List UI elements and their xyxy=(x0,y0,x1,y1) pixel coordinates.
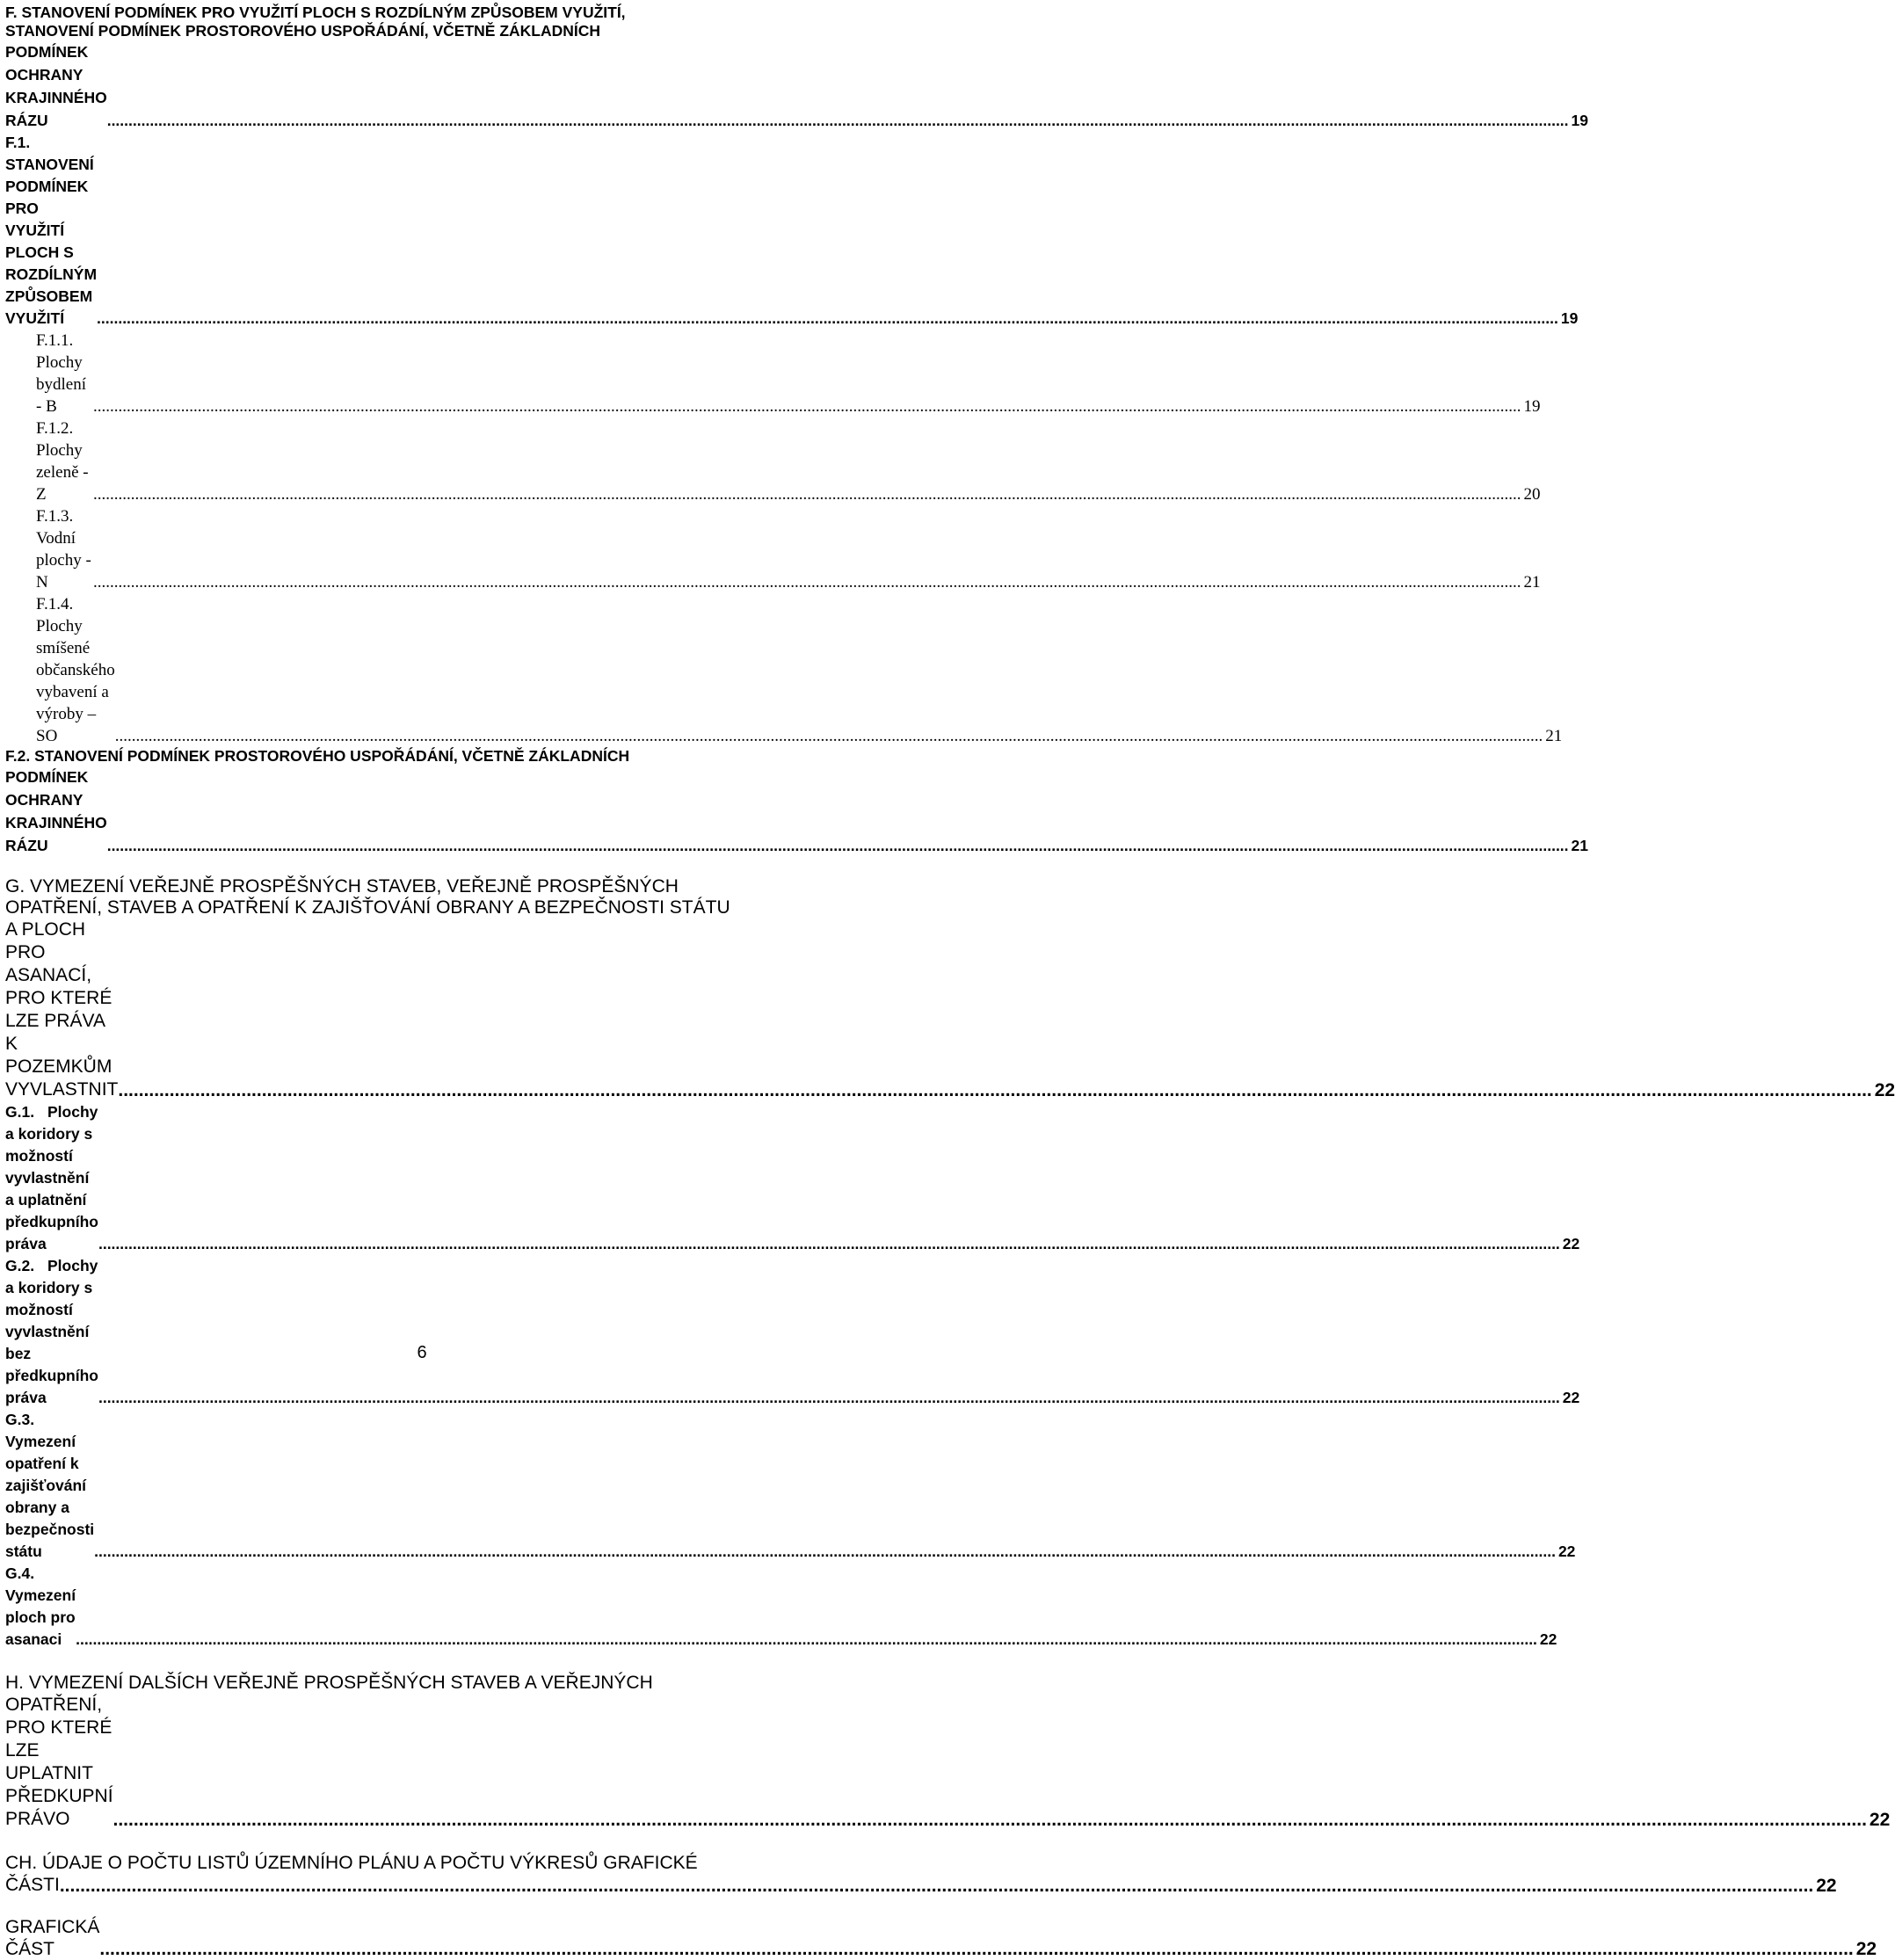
toc-ch-line2: ČÁSTI xyxy=(5,1875,60,1895)
toc-h-line2: OPATŘENÍ, PRO KTERÉ LZE UPLATNIT PŘEDKUPNÍ PRÁVO xyxy=(5,1695,113,1829)
toc-f11-page: 19 xyxy=(1523,397,1541,416)
toc-f12-num: F.1.2. xyxy=(36,419,74,438)
toc-f2-line2: PODMÍNEK OCHRANY KRAJINNÉHO RÁZU xyxy=(5,768,107,854)
toc-gr-page: 22 xyxy=(1855,1939,1877,1959)
leader-dots xyxy=(115,725,1543,747)
leader-dots xyxy=(97,308,1558,330)
leader-dots xyxy=(107,110,1569,132)
leader-dots xyxy=(98,1387,1560,1409)
toc-g-line1: G. VYMEZENÍ VEŘEJNĚ PROSPĚŠNÝCH STAVEB, VEŘEJNĚ PROSPĚŠNÝCH xyxy=(5,876,679,897)
toc-h-line1: H. VYMEZENÍ DALŠÍCH VEŘEJNĚ PROSPĚŠNÝCH STAVEB A VEŘEJNÝCH xyxy=(5,1673,653,1693)
toc-f1-page: 19 xyxy=(1560,309,1579,327)
leader-dots xyxy=(76,1629,1537,1651)
toc-g3-num: G.3. xyxy=(5,1411,35,1428)
toc-g4-label: Vymezení ploch pro asanaci xyxy=(5,1586,76,1648)
leader-dots xyxy=(107,835,1569,857)
toc-ch-page: 22 xyxy=(1816,1876,1837,1896)
toc-f12-label: Plochy zeleně - Z xyxy=(36,441,89,504)
leader-dots xyxy=(93,571,1521,593)
toc-entry-f13[interactable] xyxy=(5,505,1541,593)
toc-f13-num: F.1.3. xyxy=(36,507,74,526)
toc-g3-page: 22 xyxy=(1557,1543,1576,1560)
leader-dots xyxy=(94,1541,1556,1563)
toc-f11-num: F.1.1. xyxy=(36,331,74,350)
toc-f2-line1: F.2. STANOVENÍ PODMÍNEK PROSTOROVÉHO USPOŘÁDÁNÍ, VČETNĚ ZÁKLADNÍCH xyxy=(5,747,630,765)
toc-entry-f12[interactable] xyxy=(5,417,1541,505)
toc-entry-g4[interactable] xyxy=(5,1563,1557,1651)
toc-f14-page: 21 xyxy=(1545,727,1563,745)
toc-entry-f11[interactable] xyxy=(5,330,1541,417)
leader-dots xyxy=(99,1938,1853,1960)
toc-g3-label: Vymezení opatření k zajišťování obrany a bezpečnosti státu xyxy=(5,1433,95,1560)
leader-dots xyxy=(93,396,1521,417)
toc-entry-g1[interactable] xyxy=(5,1101,1580,1255)
toc-g2-page: 22 xyxy=(1562,1389,1580,1406)
toc-f11-label: Plochy bydlení - B xyxy=(36,353,86,416)
leader-dots xyxy=(60,1875,1813,1897)
toc-f14-label: Plochy smíšené občanského vybavení a výroby – SO xyxy=(36,617,115,745)
toc-entry-g2[interactable] xyxy=(5,1255,1580,1409)
toc-g-line2: OPATŘENÍ, STAVEB A OPATŘENÍ K ZAJIŠŤOVÁNÍ OBRANY A BEZPEČNOSTI STÁTU xyxy=(5,897,730,918)
toc-entry-graficka-cast[interactable] xyxy=(5,1916,1877,1960)
toc-f1-label: F.1. STANOVENÍ PODMÍNEK PRO VYUŽITÍ PLOCH S ROZDÍLNÝM ZPŮSOBEM VYUŽITÍ xyxy=(5,134,98,327)
leader-dots xyxy=(118,1079,1871,1101)
toc-ch-line1: CH. ÚDAJE O POČTU LISTŮ ÚZEMNÍHO PLÁNU A POČTU VÝKRESŮ GRAFICKÉ xyxy=(5,1853,698,1873)
toc-g1-num: G.1. xyxy=(5,1103,35,1121)
toc-entry-f[interactable] xyxy=(5,4,1588,132)
toc-g-line3: A PLOCH PRO ASANACÍ, PRO KTERÉ LZE PRÁVA K POZEMKŮM VYVLASTNIT xyxy=(5,919,119,1100)
toc-g4-num: G.4. xyxy=(5,1564,35,1582)
toc-entry-g3[interactable] xyxy=(5,1409,1576,1563)
toc-entry-ch[interactable] xyxy=(5,1853,1837,1897)
toc-g2-label: Plochy a koridory s možností vyvlastnění bez předkupního práva xyxy=(5,1257,98,1406)
toc-f-line3: PODMÍNEK OCHRANY KRAJINNÉHO RÁZU xyxy=(5,43,107,129)
leader-dots xyxy=(93,483,1521,505)
page-number: 6 xyxy=(417,1343,427,1362)
toc-entry-f14[interactable] xyxy=(5,593,1563,747)
toc-f13-label: Vodní plochy - N xyxy=(36,529,91,592)
leader-dots xyxy=(113,1809,1867,1831)
toc-g-page: 22 xyxy=(1874,1080,1895,1100)
toc-f-page: 19 xyxy=(1571,112,1588,129)
toc-entry-h[interactable] xyxy=(5,1673,1891,1831)
toc-g2-num: G.2. xyxy=(5,1257,35,1274)
leader-dots xyxy=(98,1233,1560,1255)
toc-entry-f2[interactable] xyxy=(5,747,1588,857)
toc-f2-page: 21 xyxy=(1571,837,1588,854)
toc-f12-page: 20 xyxy=(1523,485,1541,504)
toc-f-line1: F. STANOVENÍ PODMÍNEK PRO VYUŽITÍ PLOCH S ROZDÍLNÝM ZPŮSOBEM VYUŽITÍ, xyxy=(5,4,626,21)
table-of-contents xyxy=(5,4,1895,1960)
toc-g1-page: 22 xyxy=(1562,1235,1580,1252)
toc-entry-g[interactable] xyxy=(5,876,1895,1101)
toc-f13-page: 21 xyxy=(1523,573,1541,592)
toc-g4-page: 22 xyxy=(1539,1630,1557,1648)
toc-g1-label: Plochy a koridory s možností vyvlastnění a uplatnění předkupního práva xyxy=(5,1103,98,1252)
toc-gr-label: GRAFICKÁ ČÁST xyxy=(5,1917,100,1959)
toc-entry-f1[interactable] xyxy=(5,132,1579,330)
toc-f14-num: F.1.4. xyxy=(36,595,74,613)
toc-h-page: 22 xyxy=(1869,1810,1891,1830)
toc-f-line2: STANOVENÍ PODMÍNEK PROSTOROVÉHO USPOŘÁDÁNÍ, VČETNĚ ZÁKLADNÍCH xyxy=(5,22,601,40)
